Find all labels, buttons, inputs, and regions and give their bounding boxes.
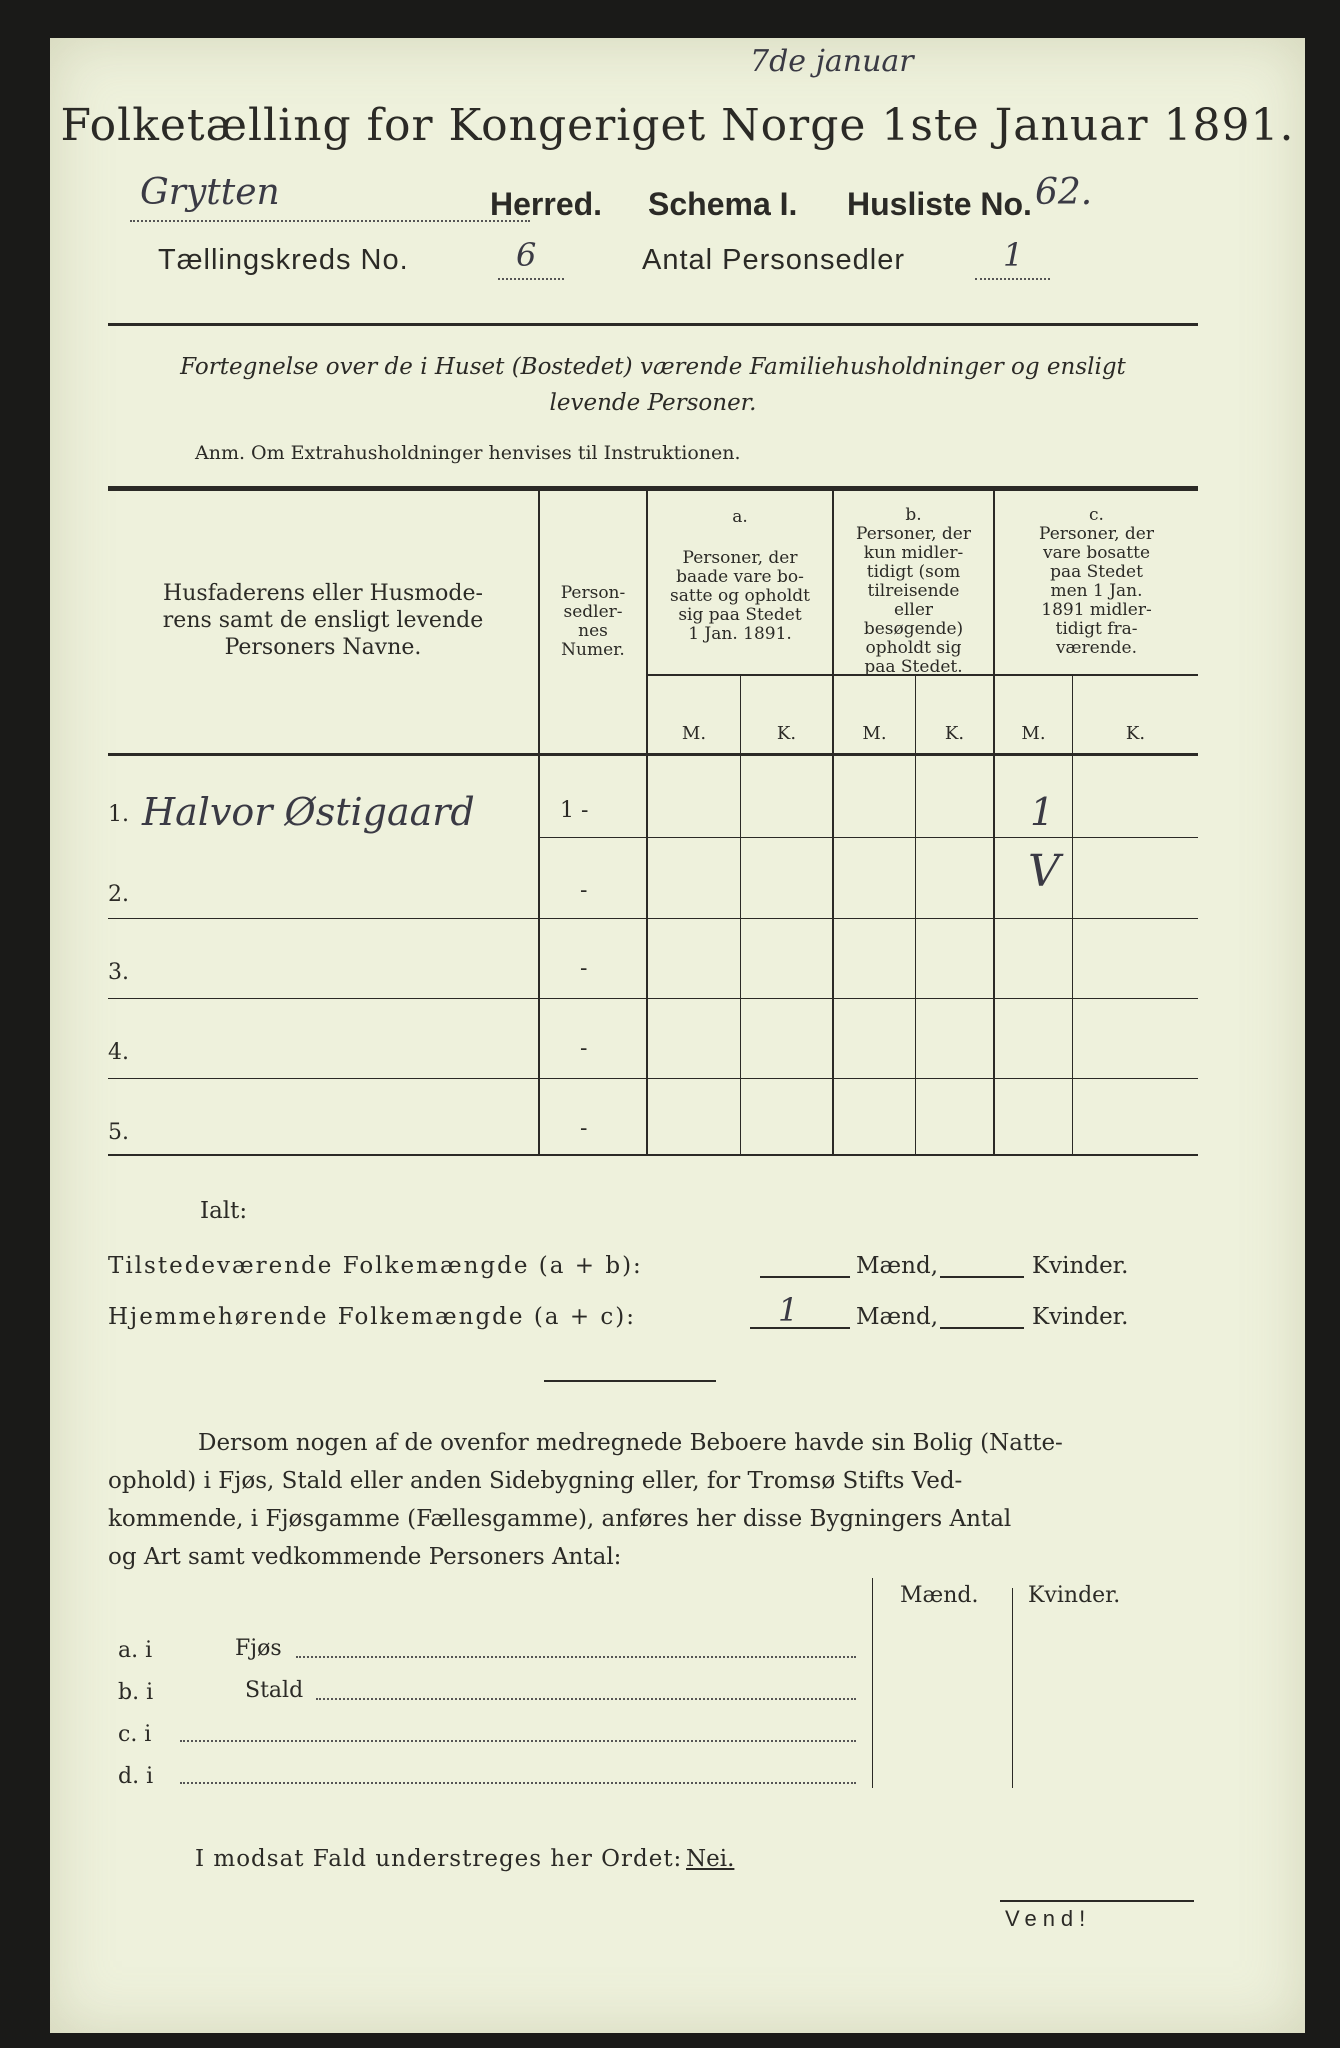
intro-line-1: Fortegnelse over de i Huset (Bostedet) værende Familiehusholdninger og ensligt <box>180 354 1126 380</box>
header-b-line: paa Stedet. <box>864 657 963 677</box>
total-present-k-field <box>940 1276 1024 1278</box>
header-c-line: værende. <box>1055 638 1138 658</box>
total-present-label: Tilstedeværende Folkemængde (a + b): <box>108 1253 643 1279</box>
col-b-letter: b. <box>905 505 922 525</box>
outbuildings-p2: ophold) i Fjøs, Stald eller anden Sidebygning eller, for Tromsø Stifts Ved- <box>108 1468 963 1494</box>
header-b-line: kun midler- <box>863 543 964 563</box>
col-c-letter: c. <box>1089 505 1104 525</box>
col-divider <box>915 676 916 1154</box>
header-num-line: Numer. <box>561 640 625 660</box>
col-divider <box>740 676 741 1154</box>
row-num-value: - <box>580 878 588 903</box>
outbuilding-letter: d. i <box>118 1764 154 1789</box>
vend-rule <box>1000 1900 1194 1902</box>
outbuildings-p3: kommende, i Fjøsgamme (Fællesgamme), anføres her disse Bygningers Antal <box>108 1506 1012 1532</box>
kvinder-label: Kvinder. <box>1032 1253 1129 1279</box>
intro-line-2: levende Personer. <box>549 390 757 416</box>
header-c-line: tidigt fra- <box>1055 619 1138 639</box>
header-names <box>108 580 538 661</box>
kreds-field <box>498 236 564 280</box>
header-c-line: Personer, der <box>1039 524 1154 544</box>
row-number: 1. <box>108 802 129 827</box>
outbuilding-dotted-line <box>316 1698 856 1700</box>
row-number: 4. <box>108 1040 129 1065</box>
header-b-line: tilreisende <box>867 581 960 601</box>
header-c-line: 1891 midler- <box>1041 600 1152 620</box>
outbuildings-divider <box>1012 1588 1013 1788</box>
antal-value: 1 <box>1003 236 1024 274</box>
mk-label: K. <box>944 723 965 744</box>
row-number: 5. <box>108 1120 129 1145</box>
header-b-line: tidigt (som <box>866 562 961 582</box>
header-names-line: Personers Navne. <box>224 635 422 660</box>
outbuildings-divider <box>872 1578 873 1788</box>
col-a-letter: a. <box>732 507 748 527</box>
footer-instruction: I modsat Fald understreges her Ordet: <box>195 1846 683 1872</box>
outbuildings-p1: Dersom nogen af de ovenfor medregnede Beboere havde sin Bolig (Natte- <box>198 1430 1063 1456</box>
outbuilding-letter: c. i <box>118 1722 152 1747</box>
row-num-value: - <box>580 1036 588 1061</box>
section-divider <box>544 1380 716 1382</box>
kreds-value: 6 <box>516 236 537 274</box>
header-num-line: sedler- <box>563 602 623 622</box>
outbuilding-dotted-line <box>180 1740 856 1742</box>
table-top-rule <box>108 486 1198 491</box>
outbuildings-kvinder-header: Kvinder. <box>1028 1583 1121 1608</box>
husliste-label: Husliste No. <box>847 186 1032 222</box>
row-rule <box>108 998 1198 999</box>
mk-label: K. <box>1125 723 1146 744</box>
mk-label: M. <box>862 723 887 744</box>
row-number: 2. <box>108 882 129 907</box>
header-col-c <box>995 506 1198 658</box>
header-a-line: satte og opholdt <box>670 586 810 606</box>
herred-label: Herred. <box>490 186 603 222</box>
nei-word: Nei. <box>686 1846 735 1872</box>
outbuilding-letter: b. i <box>118 1680 154 1705</box>
header-c-line: vare bosatte <box>1042 543 1151 563</box>
header-b-line: eller <box>893 600 934 620</box>
mk-label: M. <box>1021 723 1046 744</box>
total-home-label: Hjemmehørende Folkemængde (a + c): <box>108 1304 636 1330</box>
header-num-line: Person- <box>560 583 626 603</box>
antal-field <box>975 236 1050 280</box>
row-rule <box>108 918 1198 919</box>
header-a-line: Personer, der <box>682 548 798 568</box>
total-home-k-field <box>940 1327 1024 1329</box>
row-num-value: - <box>580 1116 588 1141</box>
total-home-m-field <box>750 1291 850 1329</box>
outbuilding-dotted-line <box>296 1656 856 1658</box>
header-c-line: paa Stedet <box>1050 562 1143 582</box>
row-rule <box>538 837 1198 838</box>
schema-label: Schema I. <box>648 186 798 222</box>
header-num-line: nes <box>578 621 608 641</box>
table-header-rule <box>108 753 1198 756</box>
ialt-label: Ialt: <box>200 1198 248 1224</box>
col-divider <box>1072 676 1073 1154</box>
row-c-m-value: V <box>1028 846 1060 897</box>
vend-label: Vend! <box>1005 1906 1092 1931</box>
header-b-line: besøgende) <box>863 619 964 639</box>
maend-label: Mænd, <box>856 1304 939 1330</box>
mk-label: M. <box>681 723 707 744</box>
header-col-a <box>648 508 832 644</box>
total-home-m-value: 1 <box>778 1291 799 1329</box>
outbuilding-label: Stald <box>245 1678 304 1703</box>
table-bottom-rule <box>108 1154 1198 1156</box>
header-a-line: baade vare bo- <box>676 567 804 587</box>
row-num-value: 1 - <box>560 798 589 823</box>
total-present-m-field <box>760 1276 850 1278</box>
header-a-line: 1 Jan. 1891. <box>688 624 792 644</box>
outbuilding-dotted-line <box>180 1782 856 1784</box>
kvinder-label: Kvinder. <box>1032 1304 1129 1330</box>
mk-label: K. <box>776 723 797 744</box>
header-c-line: men 1 Jan. <box>1050 581 1143 601</box>
header-names-line: Husfaderens eller Husmode- <box>163 581 483 606</box>
kreds-label: Tællingskreds No. <box>158 244 409 276</box>
row-number: 3. <box>108 960 129 985</box>
husliste-value: 62. <box>1035 172 1093 213</box>
header-col-b <box>834 506 993 677</box>
header-names-line: rens samt de ensligt levende <box>162 608 484 633</box>
header-b-line: opholdt sig <box>865 638 962 658</box>
herred-value: Grytten <box>140 172 280 213</box>
header-a-line: sig paa Stedet <box>678 605 802 625</box>
outbuilding-letter: a. i <box>118 1638 153 1663</box>
header-num <box>540 584 646 660</box>
antal-label: Antal Personsedler <box>642 244 906 276</box>
maend-label: Mænd, <box>856 1253 939 1279</box>
form-title: Folketælling for Kongeriget Norge 1ste Januar 1891. <box>60 100 1295 151</box>
row-c-m-value: 1 <box>1030 790 1055 834</box>
handwritten-date-note: 7de januar <box>750 44 914 79</box>
header-b-line: Personer, der <box>856 524 971 544</box>
anm-note: Anm. Om Extrahusholdninger henvises til Instruktionen. <box>195 442 741 464</box>
row-num-value: - <box>580 956 588 981</box>
row-rule <box>108 1078 1198 1079</box>
row-name: Halvor Østigaard <box>142 790 475 834</box>
outbuildings-p4: og Art samt vedkommende Personers Antal: <box>108 1544 622 1570</box>
header-rule <box>108 323 1198 326</box>
herred-field <box>130 172 530 222</box>
outbuildings-maend-header: Mænd. <box>900 1583 979 1608</box>
census-form-page <box>50 38 1305 2033</box>
outbuilding-label: Fjøs <box>235 1636 282 1661</box>
